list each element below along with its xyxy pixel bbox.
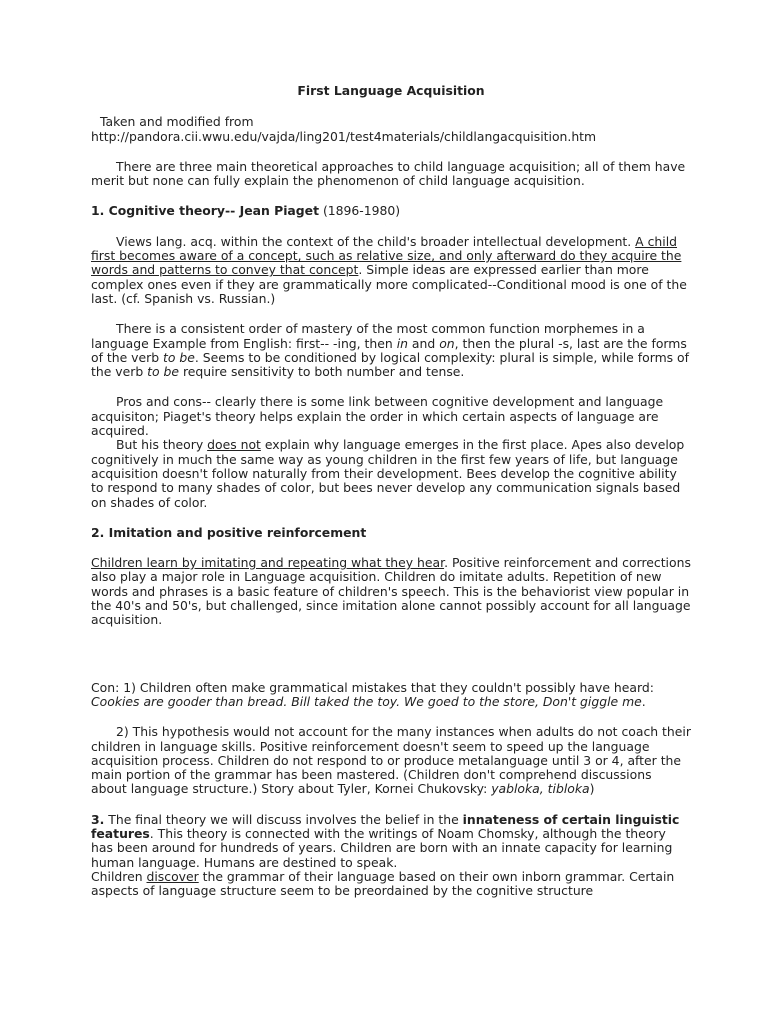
text-run: ) (589, 781, 595, 797)
section1-paragraph4 (91, 438, 691, 509)
italic-text: yabloka, tibloka (491, 781, 590, 797)
text-run: . Simple ideas are expressed earlier than more complex ones even if they are grammatically more complicated--Conditional mood is one of the last. (cf. Spanish vs. Russian.) (91, 262, 687, 306)
con-point-1 (91, 681, 691, 710)
text-run: require sensitivity to both number and tense. (179, 364, 465, 380)
intro-paragraph: There are three main theoretical approaches to child language acquisition; all of them have merit but none can fully explain the phenomenon of child language acquisition. (91, 158, 686, 189)
section1-years: (1896-1980) (319, 203, 401, 219)
underlined-text: does not (207, 437, 261, 453)
document-body (91, 84, 691, 914)
text-run: . (641, 693, 646, 709)
italic-text: in (396, 335, 408, 351)
section2-paragraph1 (91, 556, 691, 627)
underlined-text: discover (146, 868, 199, 884)
underlined-text: Children learn by imitating and repeating what they hear (91, 555, 445, 571)
source-note (91, 115, 691, 144)
blank-space (91, 644, 691, 681)
source-intro: Taken and modified from (100, 114, 254, 130)
text-run: . Seems to be conditioned by logical complexity: plural is simple, while forms of the verb (91, 349, 689, 380)
section1-paragraph2 (91, 322, 691, 379)
con-point-2 (91, 725, 691, 796)
source-url: http://pandora.cii.wwu.edu/vajda/ling201/test4materials/childlangacquisition.htm (91, 128, 597, 144)
italic-text: to be (163, 349, 195, 365)
text-run: But his theory (116, 437, 208, 453)
section1-heading (91, 204, 691, 218)
section2-heading: 2. Imitation and positive reinforcement (91, 524, 367, 540)
text-run: . This theory is connected with the writings of Noam Chomsky, although the theory has been around for hundreds of years. Children are born with an innate capacity for learning human language. Humans are destined to speak. (91, 825, 673, 870)
text-run: Con: 1) Children often make grammatical mistakes that they couldn't possibly have heard: (91, 679, 654, 695)
section1-title: 1. Cognitive theory-- Jean Piaget (91, 203, 319, 219)
text-run: Views lang. acq. within the context of the child's broader intellectual development. (116, 233, 636, 249)
text-run: There is a consistent order of mastery of the most common function morphemes in a language Example from English: first-- -ing, then (91, 321, 645, 351)
text-run: . Positive reinforcement and corrections also play a major role in Language acquisition. Children do imitate adults. Repetition of new words and phrases is a basic feature of children's speech. This is the behaviorist view popular in the 40's and 50's, but challenged, since imitation alone cannot possibly account for all language acquisition. (91, 555, 691, 628)
text-run: Children (91, 868, 147, 884)
italic-text: Cookies are gooder than bread. Bill taked the toy. We goed to the store, Don't giggle me (91, 693, 642, 709)
text-run: and (407, 335, 440, 351)
bold-text: innateness of certain linguistic features (91, 811, 680, 841)
text-run: , then the plural -s, last are the forms of the verb (91, 335, 687, 365)
underlined-text: A child first becomes aware of a concept, such as relative size, and only afterward do they acquire the words and patterns to convey that concept (91, 233, 682, 278)
section3-paragraph (91, 813, 691, 899)
italic-text: to be (147, 364, 180, 380)
text-run: 2) This hypothesis would not account for the many instances when adults do not coach their children in language skills. Positive reinforcement doesn't seem to speed up the language acquisition process. Children do not respond to or produce metalanguage until 3 or 4, after the main portion of the grammar has been mastered. (Children don't comprehend discussions about language structure.) Story about Tyler, Kornei Chukovsky: (91, 724, 691, 797)
text-run: the grammar of their language based on their own inborn grammar. Certain aspects of language structure seem to be preordained by the cognitive structure (91, 868, 675, 899)
section3-number: 3. (91, 811, 105, 827)
text-run: The final theory we will discuss involves the belief in the (104, 811, 463, 827)
section1-paragraph3: Pros and cons-- clearly there is some link between cognitive development and language acquisiton; Piaget's theory helps explain the order in which certain aspects of language are acquired. (91, 394, 664, 439)
italic-text: on (439, 335, 455, 351)
text-run: explain why language emerges in the first place. Apes also develop cognitively in much the same way as young children in the first few years of life, but language acquisition doesn't follow naturally from their development. Bees develop the cognitive ability to respond to many shades of color, but bees never develop any communication signals based on shades of color. (91, 437, 685, 510)
section1-paragraph1 (91, 235, 691, 306)
document-title: First Language Acquisition (297, 83, 485, 98)
